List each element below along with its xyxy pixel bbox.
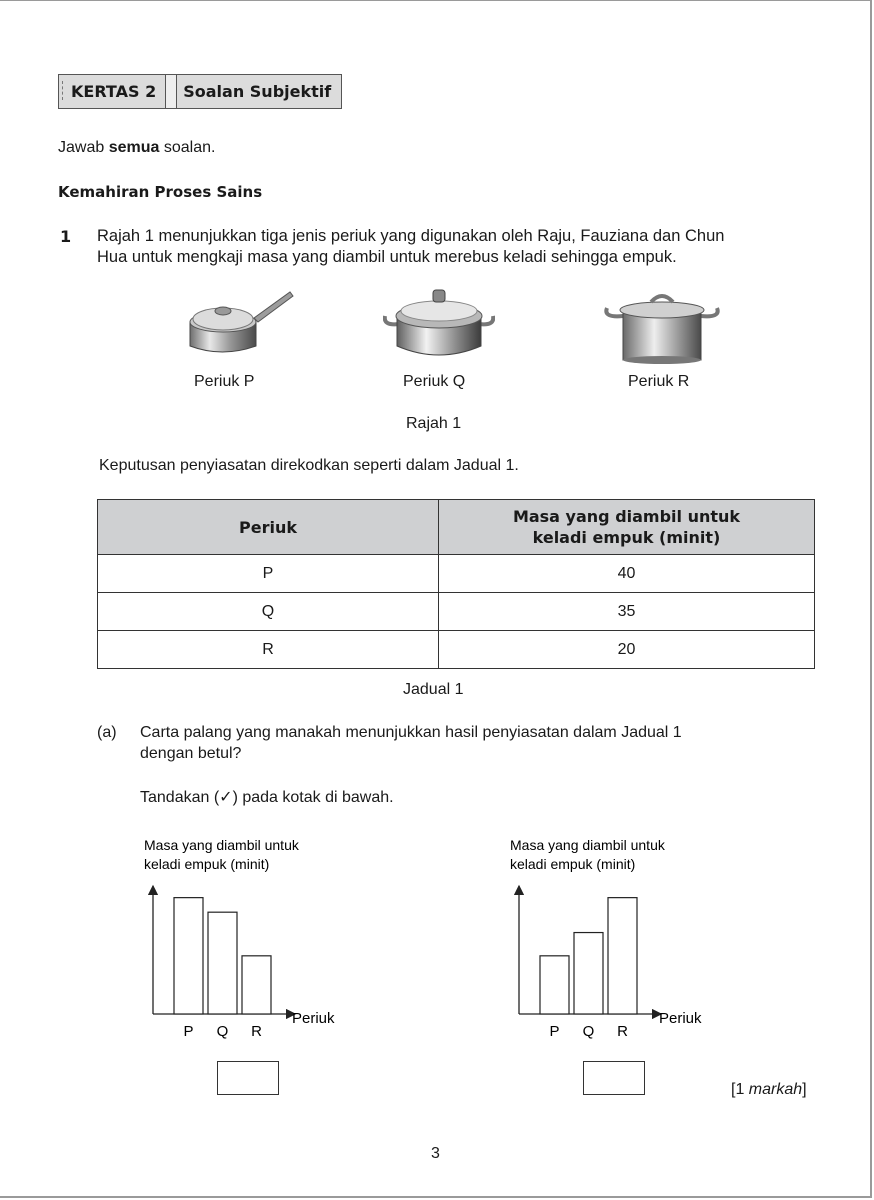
header-masa-line1: Masa yang diambil untuk — [512, 507, 741, 526]
chart-2-ylabel-line1: Masa yang diambil untuk — [510, 837, 665, 853]
part-a-label: (a) — [97, 724, 117, 741]
table-caption: Jadual 1 — [403, 681, 464, 698]
chart-1-bar-p — [174, 898, 203, 1014]
instruction — [58, 139, 215, 157]
section-label: Soalan Subjektif — [177, 75, 341, 108]
marks-word: markah — [748, 1081, 803, 1098]
table-cell: Q — [98, 593, 439, 631]
table-cell: R — [98, 631, 439, 669]
chart-1-tick-q: Q — [216, 1023, 229, 1040]
chart-2-tick-q: Q — [582, 1023, 595, 1040]
part-a-instruction: Tandakan (✓) pada kotak di bawah. — [140, 789, 394, 806]
instruction-suffix: soalan. — [159, 139, 216, 156]
bar-chart-option-2 — [506, 834, 726, 1046]
chart-2-ylabel-line2: keladi empuk (minit) — [510, 856, 636, 872]
chart-2-bar-p — [540, 956, 569, 1014]
pot-label-r: Periuk R — [628, 373, 690, 390]
question-stem-line2: Hua untuk mengkaji masa yang diambil untuk merebus keladi sehingga empuk. — [97, 248, 677, 266]
chart-2-bar-r — [608, 898, 637, 1014]
header-masa — [439, 500, 815, 555]
question-stem-line1: Rajah 1 menunjukkan tiga jenis periuk yang digunakan oleh Raju, Fauziana dan Chun — [97, 227, 725, 245]
results-table — [97, 499, 815, 669]
instruction-emphasis: semua — [108, 139, 160, 156]
table-cell: 40 — [439, 555, 815, 593]
question-number: 1 — [60, 227, 72, 246]
chart-1-bar-q — [208, 912, 237, 1014]
chart-1-xlabel: Periuk — [292, 1010, 335, 1027]
marks-open: [1 — [731, 1081, 749, 1098]
chart-2-tick-r: R — [617, 1023, 628, 1040]
pot-label-p: Periuk P — [194, 373, 255, 390]
marks-close: ] — [802, 1081, 807, 1098]
answer-checkbox-2[interactable] — [583, 1061, 645, 1095]
pot-label-q: Periuk Q — [403, 373, 466, 390]
bar-chart-1-svg — [140, 834, 360, 1046]
chart-1-bar-r — [242, 956, 271, 1014]
table-cell: P — [98, 555, 439, 593]
instruction-prefix: Jawab — [58, 139, 109, 156]
header-periuk: Periuk — [98, 500, 439, 555]
table-intro: Keputusan penyiasatan direkodkan seperti dalam Jadual 1. — [99, 457, 519, 474]
table-row — [98, 631, 815, 669]
marks-label — [731, 1081, 807, 1099]
table-row — [98, 555, 815, 593]
figure-caption: Rajah 1 — [406, 415, 462, 432]
saucepan-icon — [186, 288, 296, 362]
table-cell: 20 — [439, 631, 815, 669]
table-cell: 35 — [439, 593, 815, 631]
bar-chart-option-1 — [140, 834, 360, 1046]
chart-1-tick-p: P — [183, 1023, 194, 1040]
chart-1-ylabel-line1: Masa yang diambil untuk — [144, 837, 299, 853]
chart-2-xlabel: Periuk — [659, 1010, 702, 1027]
page-number: 3 — [431, 1145, 440, 1162]
bar-chart-2-svg — [506, 834, 726, 1046]
glass-lid-pot-icon — [383, 284, 495, 364]
header-masa-line2: keladi empuk (minit) — [532, 528, 721, 547]
chart-1-tick-r: R — [251, 1023, 262, 1040]
paper-label: KERTAS 2 — [59, 75, 166, 108]
section-title: Kemahiran Proses Sains — [58, 183, 263, 201]
table-row — [98, 593, 815, 631]
stockpot-icon — [603, 290, 721, 368]
paper-section-tag — [58, 74, 342, 109]
part-a-line1: Carta palang yang manakah menunjukkan hasil penyiasatan dalam Jadual 1 — [140, 724, 682, 741]
part-a-line2: dengan betul? — [140, 745, 242, 762]
answer-checkbox-1[interactable] — [217, 1061, 279, 1095]
table-header-row — [98, 500, 815, 555]
chart-2-tick-p: P — [549, 1023, 560, 1040]
chart-1-ylabel-line2: keladi empuk (minit) — [144, 856, 270, 872]
scroll-divider — [166, 75, 177, 108]
chart-2-bar-q — [574, 933, 603, 1014]
